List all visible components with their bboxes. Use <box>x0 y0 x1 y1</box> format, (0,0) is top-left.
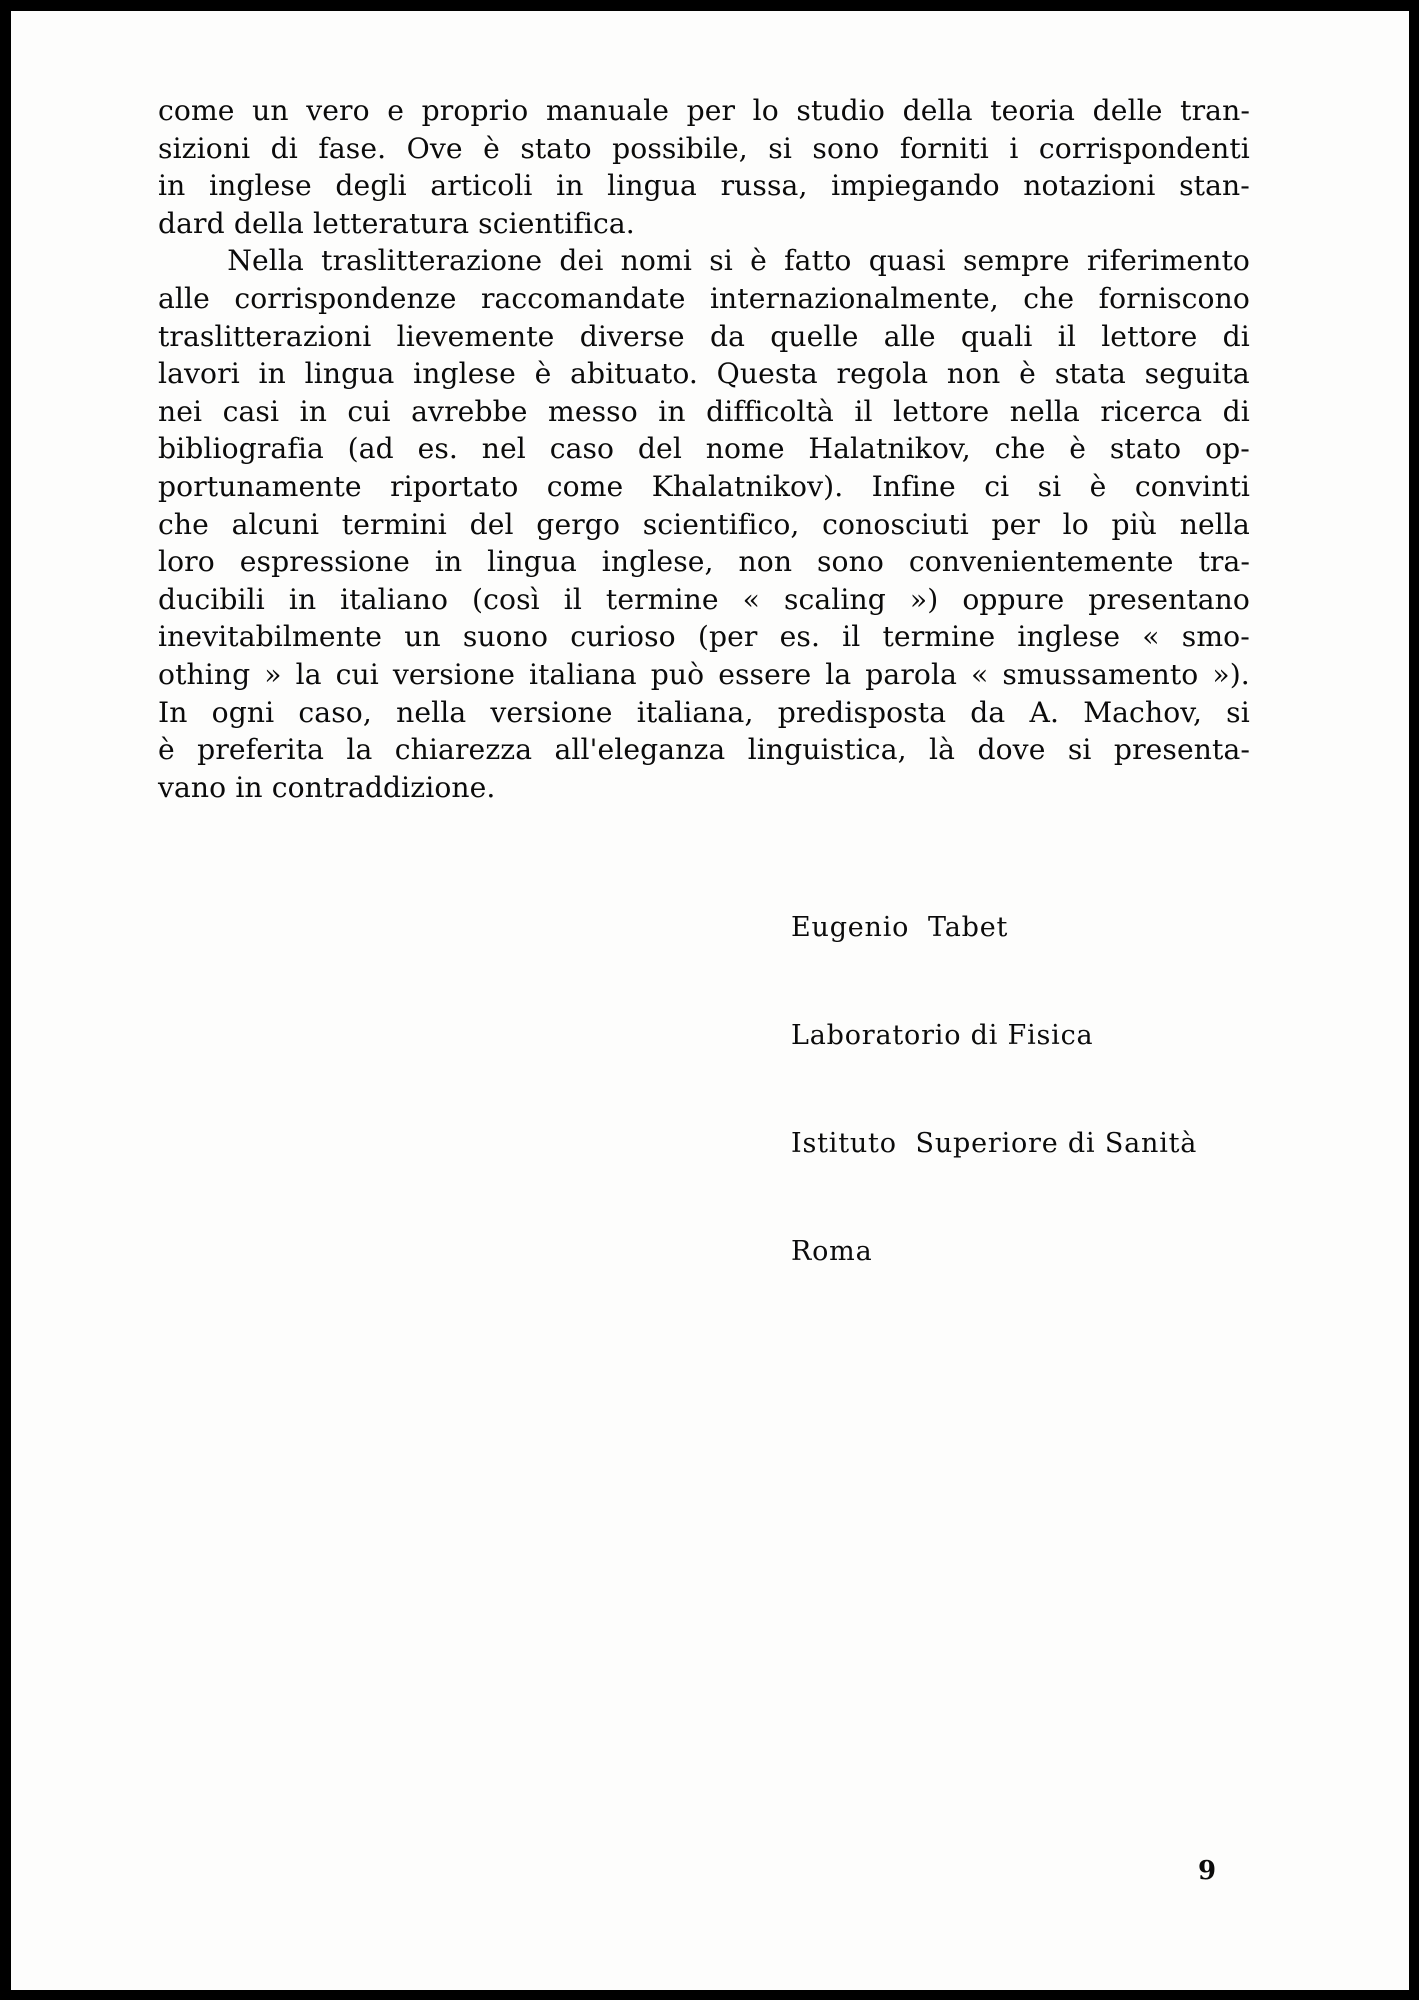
word: che <box>158 507 209 541</box>
word: alle <box>883 319 936 353</box>
word: lingua <box>607 169 697 203</box>
word: stato <box>1109 432 1182 466</box>
word: fase. <box>318 131 387 165</box>
word: preferita <box>197 733 325 767</box>
text-line: vano in contraddizione. <box>158 770 496 804</box>
word: in <box>288 582 317 616</box>
word: seguita <box>1144 357 1250 391</box>
text-line <box>158 393 1250 431</box>
signature-laboratory: Laboratorio di Fisica <box>791 1020 1094 1051</box>
text-line <box>158 656 1250 694</box>
word: smussamento <box>1002 657 1199 691</box>
text-line <box>158 280 1250 318</box>
word: termine <box>882 620 996 654</box>
word: inglese <box>209 169 312 203</box>
word: lievemente <box>396 319 555 353</box>
word: riportato <box>390 469 519 503</box>
word: il <box>1057 319 1076 353</box>
word: raccomandate <box>480 281 686 315</box>
word: all'eleganza <box>554 733 726 767</box>
word: lo <box>752 94 779 127</box>
word: può <box>650 657 705 691</box>
word: ogni <box>211 695 275 729</box>
text-line <box>158 618 1250 656</box>
word: alle <box>158 281 210 315</box>
word: delle <box>1092 94 1163 127</box>
word: Halatnikov, <box>808 432 971 466</box>
word: ricerca <box>1100 394 1203 428</box>
word: termine <box>605 582 719 616</box>
word: alcuni <box>231 507 320 541</box>
word: inevitabilmente <box>158 620 383 654</box>
word: la <box>346 733 373 767</box>
word: di <box>270 131 298 165</box>
text-line <box>158 318 1250 356</box>
word: il <box>854 394 873 428</box>
word: nei <box>158 394 203 428</box>
word: si <box>768 131 792 165</box>
word: di <box>1222 319 1250 353</box>
word: dove <box>977 733 1046 767</box>
word: russa, <box>720 169 808 203</box>
text-line <box>158 581 1250 619</box>
word: nella <box>1009 394 1080 428</box>
word: scaling <box>783 582 886 616</box>
word: inglese <box>413 357 516 391</box>
word: da <box>970 695 1006 729</box>
word: in <box>258 357 286 391</box>
page-number: 9 <box>1198 1856 1217 1886</box>
word: inglese, <box>601 545 714 579</box>
word: casi <box>222 394 280 428</box>
word: (ad <box>347 432 394 466</box>
word: sempre <box>962 244 1070 278</box>
word: (per <box>697 620 758 654</box>
word: stata <box>1054 357 1126 391</box>
text-line <box>158 242 1250 280</box>
word: stato <box>520 131 592 165</box>
word: degli <box>335 169 407 203</box>
word: bibliografia <box>158 432 324 466</box>
word: del <box>637 432 682 466</box>
word: presentano <box>1088 582 1250 616</box>
text-line <box>158 130 1250 168</box>
word: traslitterazione <box>321 244 543 278</box>
word: inglese <box>1017 620 1121 654</box>
word: come <box>158 94 235 127</box>
word: avrebbe <box>411 394 528 428</box>
word: articoli <box>430 169 533 203</box>
word: quali <box>960 319 1033 353</box>
word: predisposta <box>777 695 947 729</box>
word: studio <box>796 94 885 127</box>
word: come <box>546 469 624 503</box>
word: espressione <box>239 545 410 579</box>
word: nella <box>396 695 467 729</box>
word: proprio <box>421 94 529 127</box>
word: termini <box>341 507 447 541</box>
word: un <box>252 94 289 127</box>
word: quasi <box>868 244 946 278</box>
text-line <box>158 506 1250 544</box>
word: che <box>994 432 1046 466</box>
word: gergo <box>536 507 621 541</box>
word: in <box>658 394 686 428</box>
word: abituato. <box>570 357 698 391</box>
word: othing <box>158 657 251 691</box>
word: lavori <box>158 357 240 391</box>
word: ») <box>909 582 939 616</box>
text-line <box>158 731 1250 769</box>
word: lo <box>1062 507 1089 541</box>
word: della <box>902 94 973 127</box>
word: più <box>1111 507 1158 541</box>
word: lingua <box>487 545 577 579</box>
word: fatto <box>784 244 852 278</box>
word: linguistica, <box>747 733 907 767</box>
signature-city: Roma <box>791 1236 873 1267</box>
word: è <box>534 357 552 391</box>
word: Khalatnikov). <box>651 469 844 503</box>
word: (così <box>472 582 540 616</box>
word: chiarezza <box>394 733 533 767</box>
word: curioso <box>570 620 676 654</box>
page-text-body <box>158 92 1250 806</box>
word: »). <box>1212 657 1250 691</box>
word: internazionalmente, <box>709 281 999 315</box>
word: A. <box>1029 695 1060 729</box>
word: là <box>929 733 956 767</box>
word: nome <box>705 432 785 466</box>
text-line <box>158 694 1250 732</box>
word: messo <box>547 394 638 428</box>
word: Infine <box>871 469 956 503</box>
word: è <box>750 244 767 278</box>
word: il <box>842 620 861 654</box>
text-line <box>158 543 1250 581</box>
text-line <box>158 92 1250 130</box>
paragraph-traslitterazione <box>158 242 1250 806</box>
word: è <box>158 733 175 767</box>
word: non <box>946 357 1001 391</box>
word: diverse <box>579 319 685 353</box>
word: lettore <box>1101 319 1198 353</box>
word: nel <box>481 432 526 466</box>
word: per <box>991 507 1040 541</box>
word: manuale <box>545 94 669 127</box>
word: Machov, <box>1083 695 1203 729</box>
paragraph-indent <box>158 242 210 280</box>
word: conosciuti <box>822 507 969 541</box>
word: oppure <box>962 582 1065 616</box>
word: In <box>158 695 188 729</box>
word: ci <box>984 469 1010 503</box>
word: loro <box>158 545 215 579</box>
word: versione <box>392 657 516 691</box>
word: » <box>264 657 282 691</box>
word: caso <box>549 432 615 466</box>
word: la <box>825 657 852 691</box>
word: portunamente <box>158 469 362 503</box>
word: italiana, <box>636 695 754 729</box>
word: essere <box>718 657 812 691</box>
word: Ove <box>406 131 463 165</box>
word: e <box>387 94 405 127</box>
word: è <box>483 131 500 165</box>
word: « <box>970 657 989 691</box>
word: forniscono <box>1098 281 1250 315</box>
word: Nella <box>227 244 304 278</box>
word: vero <box>306 94 370 127</box>
word: parola <box>865 657 957 691</box>
word: smo- <box>1181 620 1250 654</box>
word: es. <box>417 432 458 466</box>
word: cui <box>335 657 379 691</box>
word: quelle <box>770 319 859 353</box>
word: sizioni <box>158 131 251 165</box>
text-line <box>158 468 1250 506</box>
word: convenientemente <box>908 545 1174 579</box>
signature-block <box>791 838 1197 1342</box>
word: caso, <box>298 695 372 729</box>
word: notazioni <box>1023 169 1156 203</box>
word: italiana <box>529 657 637 691</box>
word: si <box>709 244 733 278</box>
word: in <box>434 545 463 579</box>
word: convinti <box>1134 469 1250 503</box>
word: possibile, <box>612 131 748 165</box>
text-line <box>158 430 1250 468</box>
word: nella <box>1179 507 1250 541</box>
word: « <box>742 582 760 616</box>
word: impiegando <box>831 169 1000 203</box>
word: regola <box>836 357 929 391</box>
word: difficoltà <box>706 394 834 428</box>
word: è <box>1069 432 1087 466</box>
word: la <box>295 657 322 691</box>
word: Questa <box>716 357 818 391</box>
word: sono <box>816 545 884 579</box>
word: è <box>1019 357 1036 391</box>
word: corrispondenti <box>1038 131 1250 165</box>
word: un <box>404 620 441 654</box>
word: in <box>299 394 327 428</box>
signature-author: Eugenio Tabet <box>791 912 1009 943</box>
word: es. <box>779 620 821 654</box>
word: presenta- <box>1113 733 1250 767</box>
text-line <box>158 167 1250 205</box>
word: « <box>1142 620 1160 654</box>
word: traslitterazioni <box>158 319 372 353</box>
word: da <box>709 319 746 353</box>
word: il <box>563 582 582 616</box>
word: tran- <box>1180 94 1250 127</box>
word: versione <box>490 695 613 729</box>
word: di <box>1222 394 1250 428</box>
word: in <box>556 169 584 203</box>
word: italiano <box>340 582 449 616</box>
paragraph-continuation <box>158 92 1250 242</box>
word: forniti <box>899 131 989 165</box>
word: dei <box>559 244 604 278</box>
word: scientifico, <box>642 507 800 541</box>
word: si <box>1226 695 1250 729</box>
word: lingua <box>304 357 395 391</box>
word: che <box>1023 281 1075 315</box>
word: lettore <box>893 394 990 428</box>
word: op- <box>1205 432 1250 466</box>
word: sono <box>812 131 880 165</box>
word: si <box>1067 733 1092 767</box>
word: suono <box>462 620 549 654</box>
word: teoria <box>990 94 1076 127</box>
word: non <box>738 545 793 579</box>
text-line: dard della letteratura scientifica. <box>158 206 635 240</box>
word: nomi <box>620 244 692 278</box>
text-line <box>158 355 1250 393</box>
word: cui <box>347 394 391 428</box>
word: si <box>1037 469 1062 503</box>
word: per <box>686 94 736 127</box>
word: è <box>1089 469 1107 503</box>
word: corrispondenze <box>234 281 457 315</box>
word: del <box>469 507 514 541</box>
word: riferimento <box>1086 244 1250 278</box>
word: i <box>1009 131 1019 165</box>
word: tra- <box>1198 545 1250 579</box>
word: stan- <box>1179 169 1250 203</box>
word: in <box>158 169 186 203</box>
word: ducibili <box>158 582 265 616</box>
signature-institute: Istituto Superiore di Sanità <box>791 1128 1198 1159</box>
